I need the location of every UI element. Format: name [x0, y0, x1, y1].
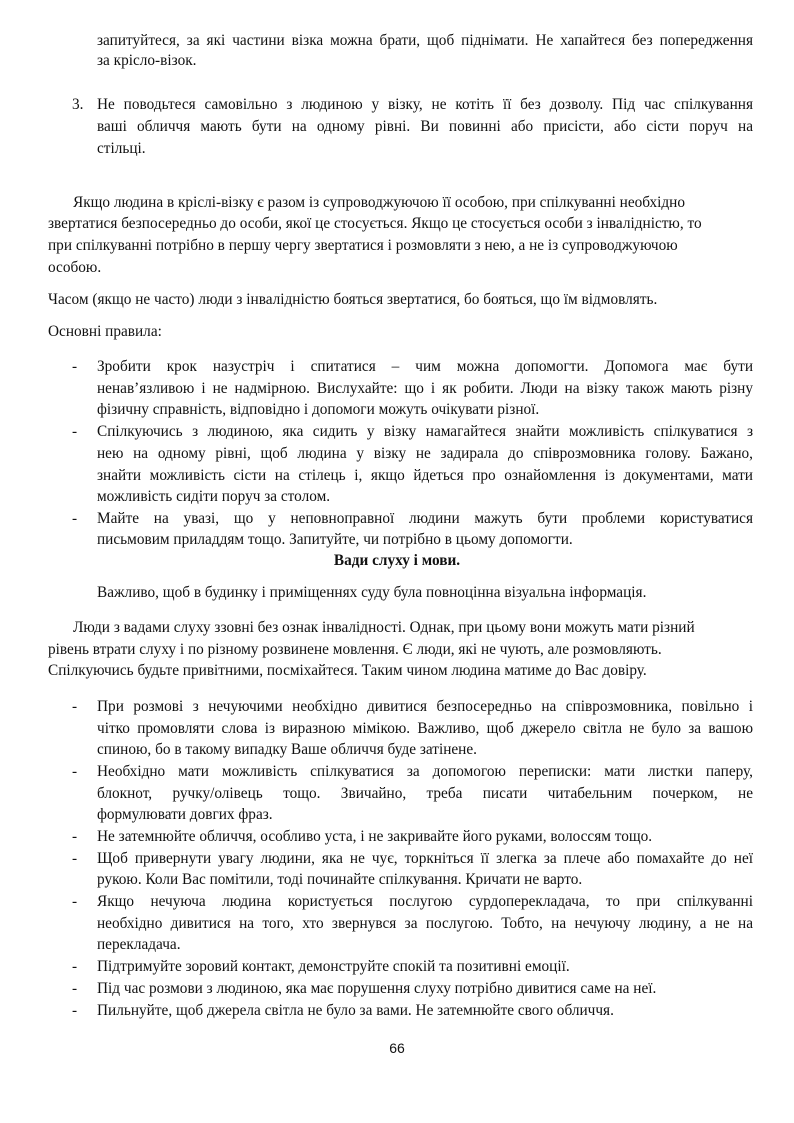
- list-item-2-line-1: запитуйтеся, за які частини візка можна брати, щоб піднімати. Не хапайтеся без попередження: [97, 32, 753, 49]
- rule-hearing-5-line-1: Якщо нечуюча людина користується послугою сурдоперекладача, то при спілкуванні: [97, 893, 753, 910]
- bullet-dash: -: [72, 1002, 78, 1019]
- page-number: 66: [389, 1040, 405, 1056]
- bullet-dash: -: [72, 510, 78, 527]
- rule-hearing-4-line-2: рукою. Коли Вас помітили, тоді починайте спілкування. Кричати не варто.: [97, 871, 583, 888]
- rule-hearing-2-line-1: Необхідно мати можливість спілкуватися за допомогою переписки: мати листки паперу,: [97, 763, 753, 780]
- bullet-dash: -: [72, 828, 78, 845]
- rule-wheelchair-2-line-1: Спілкуючись з людиною, яка сидить у візку намагайтеся знайти можливість спілкуватися з: [97, 423, 753, 440]
- rule-hearing-5-line-3: перекладача.: [97, 936, 181, 953]
- list-item-3-line-3: стільці.: [97, 140, 146, 157]
- paragraph-visual-info: Важливо, щоб в будинку і приміщеннях суду була повноцінна візуальна інформація.: [97, 584, 647, 601]
- paragraph-companion-line-4: особою.: [48, 259, 102, 276]
- rule-hearing-1-line-1: При розмові з нечуючими необхідно дивитися безпосередньо на співрозмовника, повільно і: [97, 698, 753, 715]
- rule-wheelchair-1-line-3: фізичну справність, відповідно і допомоги можуть очікувати різної.: [97, 401, 540, 418]
- paragraph-fear: Часом (якщо не часто) люди з інвалідністю бояться звертатися, бо бояться, що їм відмовлять.: [48, 291, 658, 308]
- rule-hearing-1-line-2: чітко промовляти слова із виразною мімікою. Важливо, щоб джерело світла не було за вашою: [97, 720, 753, 737]
- rule-wheelchair-1-line-1: Зробити крок назустріч і спитатися – чим можна допомогти. Допомога має бути: [97, 358, 753, 375]
- list-number-3: 3.: [72, 96, 84, 113]
- bullet-dash: -: [72, 763, 78, 780]
- bullet-dash: -: [72, 423, 78, 440]
- bullet-dash: -: [72, 850, 78, 867]
- rule-hearing-2-line-3: формулювати довгих фраз.: [97, 806, 273, 823]
- paragraph-hearing-line-3: Спілкуючись будьте привітними, посміхайтеся. Таким чином людина матиме до Вас довіру.: [48, 662, 647, 679]
- rule-wheelchair-2-line-4: можливість сидіти поруч за столом.: [97, 488, 331, 505]
- section-heading: Вади слуху і мови.: [333, 552, 461, 569]
- basic-rules-label: Основні правила:: [48, 323, 162, 340]
- rule-hearing-8: Пильнуйте, щоб джерела світла не було за вами. Не затемнюйте свого обличчя.: [97, 1002, 614, 1019]
- rule-hearing-4-line-1: Щоб привернути увагу людини, яка не чує, торкніться її злегка за плече або помахайте до неї: [97, 850, 753, 867]
- bullet-dash: -: [72, 958, 78, 975]
- bullet-dash: -: [72, 893, 78, 910]
- rule-hearing-2-line-2: блокнот, ручку/олівець тощо. Звичайно, треба писати читабельним почерком, не: [97, 785, 753, 802]
- paragraph-companion-line-2: звертатися безпосередньо до особи, якої це стосується. Якщо це стосується особи з інвалідністю, то: [48, 215, 702, 232]
- rule-hearing-6: Підтримуйте зоровий контакт, демонструйте спокій та позитивні емоції.: [97, 958, 570, 975]
- list-item-3-line-1: Не поводьтеся самовільно з людиною у візку, не котіть її без дозволу. Під час спілкування: [97, 96, 753, 113]
- paragraph-companion-line-1: Якщо людина в кріслі-візку є разом із супроводжуючою її особою, при спілкуванні необхідно: [73, 194, 685, 211]
- list-item-2-line-2: за крісло-візок.: [97, 52, 197, 69]
- rule-wheelchair-2-line-2: нею на одному рівні, щоб людина у візку не задирала до співрозмовника голову. Бажано,: [97, 445, 753, 462]
- paragraph-companion-line-3: при спілкуванні потрібно в першу чергу звертатися і розмовляти з нею, а не із супроводжуючою: [48, 237, 678, 254]
- rule-wheelchair-1-line-2: ненав’язливою і не надмірною. Вислухайте: що і як робити. Люди на візку також мають різну: [97, 380, 753, 397]
- rule-wheelchair-3-line-1: Майте на увазі, що у неповноправної людини мажуть бути проблеми користуватися: [97, 510, 753, 527]
- bullet-dash: -: [72, 358, 78, 375]
- rule-wheelchair-2-line-3: знайти можливість сісти на стілець і, якщо йдеться про ознайомлення із документами, мати: [97, 467, 753, 484]
- rule-hearing-3: Не затемнюйте обличчя, особливо уста, і не закривайте його руками, волоссям тощо.: [97, 828, 653, 845]
- rule-hearing-7: Під час розмови з людиною, яка має порушення слуху потрібно дивитися саме на неї.: [97, 980, 657, 997]
- bullet-dash: -: [72, 980, 78, 997]
- bullet-dash: -: [72, 698, 78, 715]
- rule-hearing-5-line-2: необхідно дивитися на того, хто звернувся за послугою. Тобто, на нечуючу людину, а не на: [97, 915, 753, 932]
- rule-wheelchair-3-line-2: письмовим приладдям тощо. Запитуйте, чи потрібно в цьому допомогти.: [97, 531, 573, 548]
- paragraph-hearing-line-1: Люди з вадами слуху ззовні без ознак інвалідності. Однак, при цьому вони можуть мати різний: [73, 619, 695, 636]
- list-item-3-line-2: ваші обличчя мають бути на одному рівні. Ви повинні або присісти, або сісти поруч на: [97, 118, 753, 135]
- paragraph-hearing-line-2: рівень втрати слуху і по різному розвинене мовлення. Є люди, які не чують, але розмовляють.: [48, 641, 662, 658]
- rule-hearing-1-line-3: спиною, бо в такому випадку Ваше обличчя буде затінене.: [97, 741, 477, 758]
